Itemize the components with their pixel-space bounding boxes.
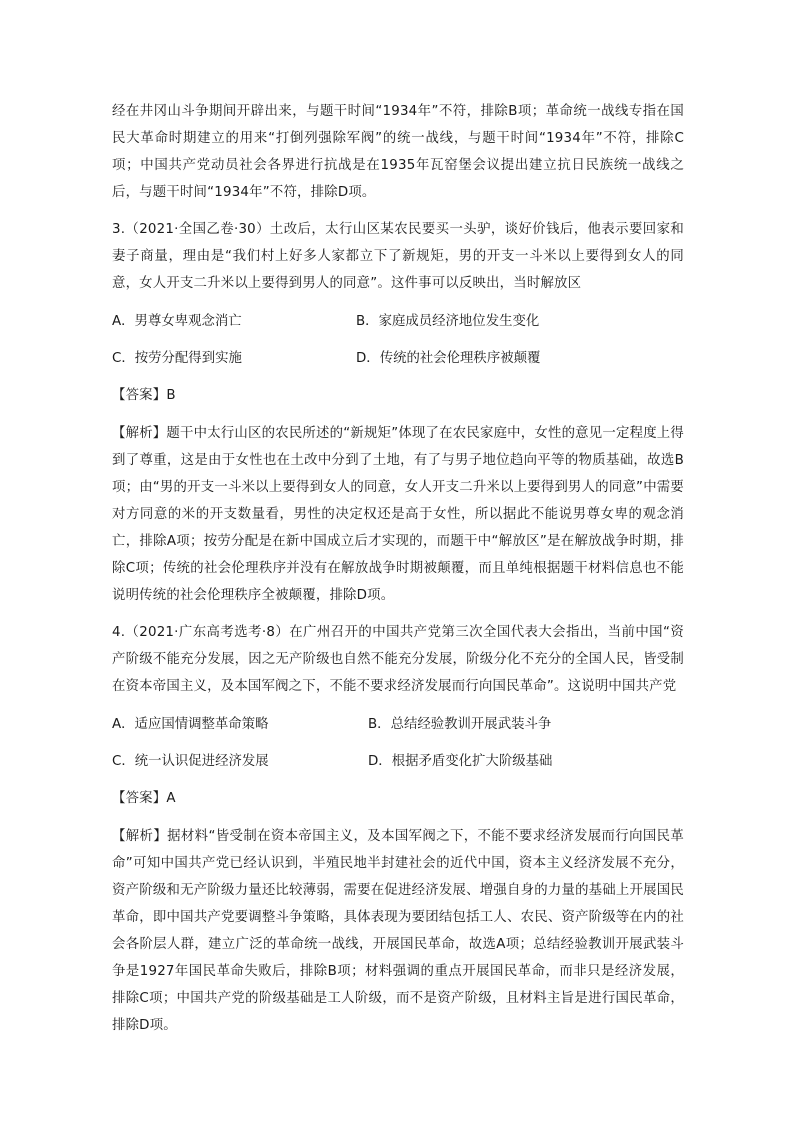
question-3-answer: 【答案】B [112,388,176,403]
question-3-option-a: A．男尊女卑观念消亡 [112,314,242,329]
question-4-option-a: A．适应国情调整革命策略 [112,717,269,732]
question-4-option-c: C．统一认识促进经济发展 [112,754,269,769]
document-page [112,98,684,1049]
question-4-answer: 【答案】A [112,791,176,806]
question-4-options [112,711,684,775]
question-3-option-d: D．传统的社会伦理秩序被颠覆 [356,351,541,366]
question-3-option-b: B．家庭成员经济地位发生变化 [356,314,540,329]
question-4-option-d: D．根据矛盾变化扩大阶级基础 [368,754,553,769]
question-3-stem: 3.（2021·全国乙卷·30）土改后，太行山区某农民要买一头驴，谈好价钱后，他表示要回家和妻子商量，理由是“我们村上好多人家都立下了新规矩，男的开支一斗米以上要得到女人的同意，女人开支二升米以上要得到男人的同意”。这件事可以反映出，当时解放区 [112,222,684,291]
question-4-option-b: B．总结经验教训开展武装斗争 [368,717,552,732]
previous-analysis-continuation: 经在井冈山斗争期间开辟出来，与题干时间“1934年”不符，排除B项；革命统一战线专指在国民大革命时期建立的用来“打倒列强除军阀”的统一战线，与题干时间“1934年”不符，排除C项；中国共产党动员社会各界进行抗战是在1935年瓦窑堡会议提出建立抗日民族统一战线之后，与题干时间“1934年”不符，排除D项。 [112,104,684,200]
question-3-option-c: C．按劳分配得到实施 [112,351,242,366]
question-4-analysis: 【解析】据材料“皆受制在资本帝国主义，及本国军阀之下，不能不要求经济发展而行向国民革命”可知中国共产党已经认识到，半殖民地半封建社会的近代中国，资本主义经济发展不充分，资产阶级和无产阶级力量还比较薄弱，需要在促进经济发展、增强自身的力量的基础上开展国民革命，即中国共产党要调整斗争策略，具体表现为要团结包括工人、农民、资产阶级等在内的社会各阶层人群，建立广泛的革命统一战线，开展国民革命，故选A项；总结经验教训开展武装斗争是1927年国民革命失败后，排除B项；材料强调的重点开展国民革命，而非只是经济发展，排除C项；中国共产党的阶级基础是工人阶级，而不是资产阶级，且材料主旨是进行国民革命，排除D项。 [112,829,684,1033]
question-4-stem: 4.（2021·广东高考选考·8）在广州召开的中国共产党第三次全国代表大会指出，当前中国“资产阶级不能充分发展，因之无产阶级也自然不能充分发展，阶级分化不充分的全国人民，皆受制在资本帝国主义，及本国军阀之下，不能不要求经济发展而行向国民革命”。这说明中国共产党 [112,625,684,694]
question-3-options [112,308,684,372]
question-3-analysis: 【解析】题干中太行山区的农民所述的“新规矩”体现了在农民家庭中，女性的意见一定程度上得到了尊重，这是由于女性也在土改中分到了土地，有了与男子地位趋向平等的物质基础，故选B项；由“男的开支一斗米以上要得到女人的同意，女人开支二升米以上要得到男人的同意”中需要对方同意的米的开支数量看，男性的决定权还是高于女性，所以据此不能说男尊女卑的观念消亡，排除A项；按劳分配是在新中国成立后才实现的，而题干中“解放区”是在解放战争时期，排除C项；传统的社会伦理秩序并没有在解放战争时期被颠覆，而且单纯根据题干材料信息也不能说明传统的社会伦理秩序全被颠覆，排除D项。 [112,426,684,603]
